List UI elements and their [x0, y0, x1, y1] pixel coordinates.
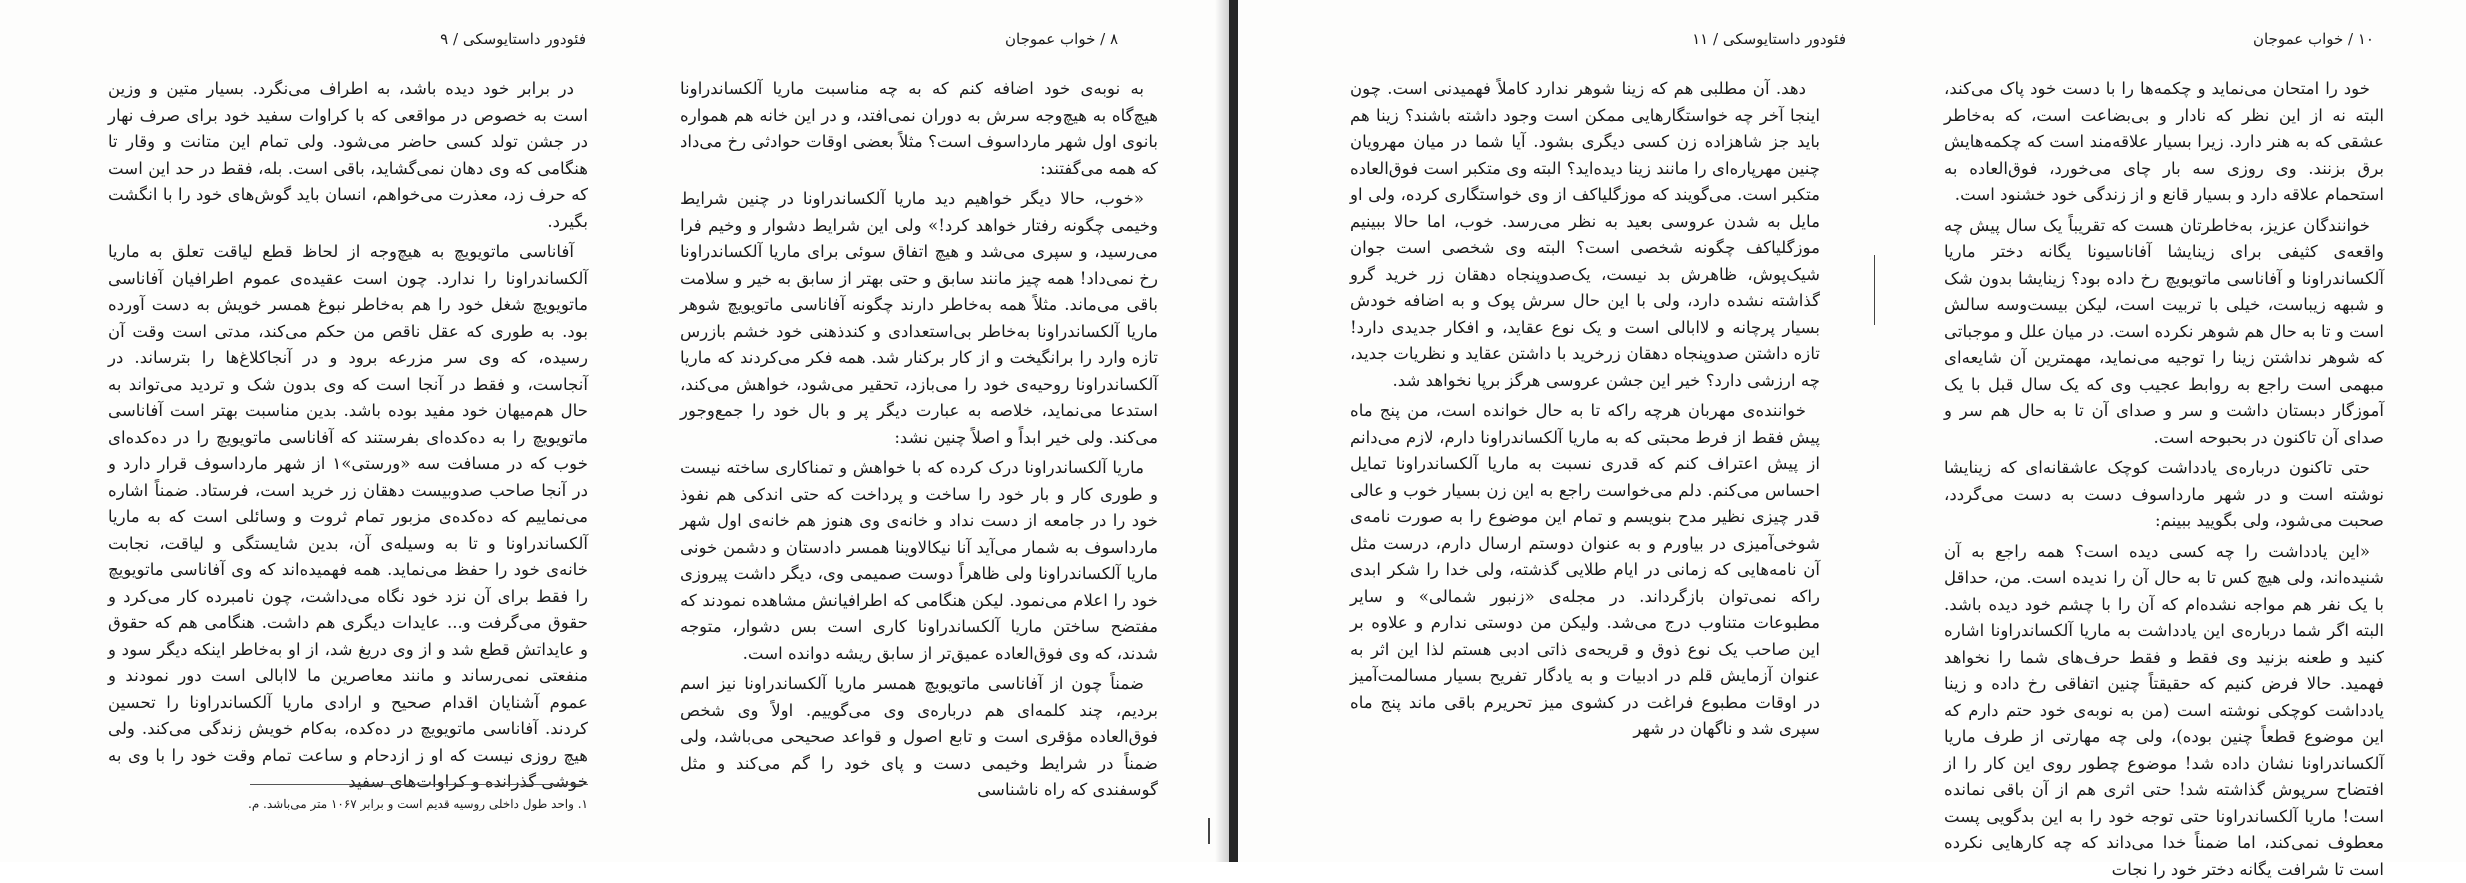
paragraph: حتی تاکنون درباره‌ی یادداشت کوچک عاشقانه‌ای که زینایشا نوشته است و در شهر مارداسوف دست به دست می‌گردد، صحبت می‌شود، ولی بگویید ببینم:	[1944, 455, 2384, 535]
page-edge-mark	[1874, 255, 1875, 325]
header-text: فئودور داستایوسکی / ۹	[440, 30, 586, 48]
page-edge-mark	[1208, 818, 1210, 844]
paragraph: «این یادداشت را چه کسی دیده است؟ همه راجع به آن شنیده‌اند، ولی هیچ کس تا به حال آن را ندیده است. من، حداقل با یک نفر هم مواجه نشده‌ام که آن را با چشم خود دیده باشد. البته اگر شما درباره‌ی این یادداشت به ماریا آلکساندراونا اشاره کنید و طعنه بزنید وی فقط و فقط حرف‌های شما را نخواهد فهمید. حالا فرض کنیم که حقیقتاً چنین اتفاقی رخ داده و زینا یادداشت کوچکی نوشته است (من به نوبه‌ی خود حتم ‌دارم که این موضوع قطعاً چنین بوده)، ولی چه مهارتی از طرف ماریا آلکساندراونا نشان داده شد! موضوع چطور روی این کار را از افتضاح سرپوش گذاشته شد! حتی اثری هم از آن باقی نمانده است! ماریا آلکساندراونا حتی توجه خود را به این بدگویی پست معطوف نمی‌کند، اما ضمناً خدا می‌داند که چه کارهایی نکرده است تا شرافت یگانه دختر خود را نجات	[1944, 539, 2384, 883]
paragraph: آفاناسی ماتویویچ به هیچ‌وجه از لحاظ قطع لیاقت تعلق به ماریا آلکساندراونا را ندارد. چون است عقیده‌ی عموم اطرافیان آفاناسی ماتویویچ شغل خود را هم به‌خاطر نبوغ همسر خویش به دست آورده بود. به طوری که عقل ناقص من حکم می‌کند، مدتی است وقت آن رسیده، که وی سر مزرعه برود و در آنجاکلاغ‌ها را بترساند. در آنجاست، و فقط در آنجا است که وی بدون شک و تردید می‌تواند به حال هم‌میهان خود مفید بوده باشد. بدین مناسبت بهتر است آفاناسی ماتویویچ را به ده‌کده‌ای بفرستند که آفاناسی ماتویویچ را در ده‌کده‌ای خوب که در مسافت سه «ورستی»۱ از شهر مارداسوف قرار دارد و در آنجا صاحب صدوبیست دهقان زر خرید است، فرستاد. ضمناً اشاره می‌نماییم که ده‌کده‌ی مزبور تمام ثروت و وسائلی است که به ماریا آلکساندراونا و تا به وسیله‌ی آن، بدین شایستگی و لیاقت، نجابت خانه‌ی خود را حفظ می‌نماید. همه فهمیده‌اند که وی آفاناسی ماتویویچ را فقط برای آن نزد خود نگاه می‌داشت، چون نامبرده کار می‌کرد و حقوق می‌گرفت و... عایدات دیگری هم داشت. هنگامی هم که حقوق و عایداتش قطع شد و از وی دریغ شد، از او به‌خاطر اینکه دیگر سود و منفعتی نمی‌رساند و مانند معاصرین ما لاابالی است دور نمودند و عموم آشنایان اقدام صحیح و ارادی ماریا آلکساندراونا را تحسین کردند. آفاناسی ماتویویچ در ده‌کده، به‌کام خویش زندگی می‌کند. ولی هیچ روزی نیست که او ز ازدحام و ساعت تمام وقت خود را با وی به خوشی گذرانده و کراوات‌های سفید	[108, 239, 588, 796]
paragraph: ضمناً چون از آفاناسی ماتویویچ همسر ماریا آلکساندراونا نیز اسم بردیم، چند کلمه‌ای هم درباره‌ی وی می‌گوییم. اولاً وی شخص فوق‌العاده مؤقری است و تابع اصول و قواعد صحیحی می‌باشد، ولی ضمناً در شرایط وخیمی دست و پای خود را گم می‌کند و مثل گوسفندی که راه ناشناسی	[680, 671, 1158, 804]
right-spread	[1238, 0, 2466, 862]
footnote: ۱. واحد طول داخلی روسیه قدیم است و برابر ۱۰۶۷ متر می‌باشد. م.	[150, 796, 588, 812]
running-header	[650, 30, 1118, 54]
running-header	[1376, 30, 1846, 54]
paragraph: به نوبه‌ی خود اضافه کنم که به چه مناسبت ماریا آلکساندراونا هیچ‌گاه به هیچ‌وجه سرش به دوران نمی‌افتد، و در این خانه هم همواره بانوی اول شهر مارداسوف است؟ مثلاً بعضی اوقات حوادثی رخ می‌داد که همه می‌گفتند:	[680, 76, 1158, 182]
paragraph: خواننده‌ی مهربان هرچه راکه تا به حال خوانده است، من پنج ماه پیش فقط از فرط محبتی که به ماریا آلکساندراونا دارم، لازم می‌دانم از پیش اعتراف کنم که قدری نسبت به ماریا آلکساندراونا تمایل احساس می‌کنم. دلم می‌خواست راجع به این زن بسیار خوب و عالی قدر چیزی نظیر مدح بنویسم و تمام این موضوع را به صورت نامه‌ی شوخی‌آمیزی در بیاورم و به عنوان دوستم ارسال دارم، درست مثل آن نامه‌هایی که زمانی در ایام طلایی گذشته، ولی خدا را شکر ابدی راکه نمی‌توان بازگرداند. در مجله‌ی «زنبور شمالی» و سایر مطبوعات متناوب درج می‌شد. ولیکن من دوستی ندارم و علاوه بر این صاحب یک نوع ذوق و قریحه‌ی ذاتی ادبی هستم لذا این اثر به عنوان آزمایش قلم در ادبیات و به یادگار تفریح بسیار مسالمت‌آمیز در اوقات مطبوع فراغت در کشوی میز تحریرم باقی ماند پنج ماه سپری شد و ناگهان در شهر	[1350, 398, 1820, 743]
page-11	[1238, 0, 1878, 862]
running-header	[1944, 30, 2374, 54]
page-10	[1938, 0, 2466, 862]
header-text: ۸ / خواب عموجان	[1005, 30, 1118, 48]
paragraph: «خوب، حالا دیگر خواهیم دید ماریا آلکساندراونا در چنین شرایط وخیمی چگونه رفتار خواهد کرد!» ولی این شرایط دشوار و وخیم فرا می‌رسید، و سپری می‌شد و هیچ اتفاق سوئی برای ماریا آلکساندراونا رخ نمی‌داد! همه چیز مانند سابق و حتی بهتر از سابق به خیر و سلامت باقی می‌ماند. مثلاً همه به‌خاطر دارند چگونه آفاناسی ماتویویچ شوهر ماریا آلکساندراونا به‌خاطر بی‌استعدادی و کندذهنی خود خشم بازرس تازه وارد را برانگیخت و از کار برکنار شد. همه فکر می‌کردند که ماریا آلکساندراونا روحیه‌ی خود را می‌بازد، تحقیر می‌شود، خواهش می‌کند، استدعا می‌نماید، خلاصه به عبارت دیگر پر و بال خود را جمع‌وجور می‌کند. ولی خیر ابداً و اصلاً چنین نشد:	[680, 186, 1158, 451]
header-text: ۱۰ / خواب عموجان	[2253, 30, 2374, 48]
page-body	[1350, 76, 1820, 796]
page-9	[0, 0, 612, 862]
gutter-shadow	[1215, 0, 1229, 862]
page-body	[108, 76, 588, 766]
footnote-rule	[250, 784, 588, 785]
left-spread	[0, 0, 1229, 862]
paragraph: خود را امتحان می‌نماید و چکمه‌ها را با دست خود پاک می‌کند، البته نه از این نظر که نادار و بی‌بضاعت است، که به‌خاطر عشقی که به هنر دارد. زیرا بسیار علاقه‌مند است که چکمه‌هایش برق بزنند. وی روزی سه بار چای می‌خورد، فوق‌العاده به استحمام علاقه دارد و بسیار قانع و از زندگی خود خشنود است.	[1944, 76, 2384, 209]
page-body	[1944, 76, 2384, 846]
paragraph: در برابر خود دیده باشد، به اطراف می‌نگرد. بسیار متین و وزین است به خصوص در مواقعی که با کراوات سفید خود برای صرف نهار در جشن تولد کسی حاضر می‌شود. ولی تمام این متانت و وقار تا هنگامی که وی دهان نمی‌گشاید، باقی است. بله، فقط در حد این است که حرف زد، معذرت می‌خواهم، انسان باید گوش‌های خود را با انگشت بگیرد.	[108, 76, 588, 235]
book-gutter	[1229, 0, 1238, 862]
paragraph: خوانندگان عزیز، به‌خاطرتان هست که تقریباً یک سال پیش چه واقعه‌ی کثیفی برای زینایشا آفاناسیونا یگانه دختر ماریا آلکساندراونا و آفاناسی ماتویویچ رخ داده بود؟ زینایشا بدون شک و شبهه زیباست، خیلی با تربیت است، لیکن بیست‌وسه سالش است و تا به حال هم شوهر نکرده است. در میان علل و موجباتی که شوهر نداشتن زینا را توجیه می‌نماید، مهمترین آن شایعه‌ای مبهمی است راجع به روابط عجیب وی که یک سال قبل با یک آموزگار دبستان داشت و سر و صدای آن تا به حال هم سر و صدای آن تاکنون در بحبوحه است.	[1944, 213, 2384, 452]
paragraph: دهد. آن مطلبی هم که زینا شوهر ندارد کاملاً فهمیدنی است. چون اینجا آخر چه خواستگارهایی ممکن است وجود داشته باشند؟ زینا هم باید جز شاهزاده زن کسی دیگری بشود. آیا شما در میان مهرویان چنین مهرپاره‌ای را مانند زینا دیده‌اید؟ البته وی متکبر است فوق‌العاده متکبر است. می‌گویند که موزگلیاکف از وی خواستگاری کرده، ولی او مایل به شدن عروسی بعید به نظر می‌رسد. خوب، اما حالا ببینیم موزگلیاکف چگونه شخصی است؟ البته وی شخصی است جوان شیک‌پوش، ظاهرش بد نیست، یک‌صدوپنجاه دهقان زر خرید گرو گذاشته نشده دارد، ولی با این حال سرش پوک و به اضافه خودش بسیار پرچانه و لاابالی است و یک نوع عقاید، و افکار جدیدی دارد! تازه داشتن صدوپنجاه دهقان زرخرید با داشتن عقاید و نظریات جدید، چه ارزشی دارد؟ خیر این جشن عروسی هرگز برپا نخواهد شد.	[1350, 76, 1820, 394]
paragraph: ماریا آلکساندراونا درک کرده که با خواهش و تمناکاری ساخته نیست و طوری کار و بار خود را ساخت و پرداخت که حتی اندکی هم نفوذ خود را در جامعه از دست نداد و خانه‌ی وی هنوز هم خانه‌ی اول شهر مارداسوف به شمار می‌آید آنا نیکالاوینا همسر دادستان و دشمن خونی ماریا آلکساندراونا ولی ظاهراً دوست صمیمی وی، دیگر داشت پیروزی خود را اعلام می‌نمود. لیکن هنگامی که اطرافیانش مشاهده نمودند که مفتضح ساختن ماریا آلکساندراونا کاری است بس دشوار، متوجه شدند، که وی فوق‌العاده عمیق‌تر از سابق ریشه دوانده است.	[680, 455, 1158, 667]
page-8	[640, 0, 1229, 862]
page-body	[680, 76, 1158, 846]
header-text: فئودور داستایوسکی / ۱۱	[1692, 30, 1846, 48]
running-header	[106, 30, 586, 54]
